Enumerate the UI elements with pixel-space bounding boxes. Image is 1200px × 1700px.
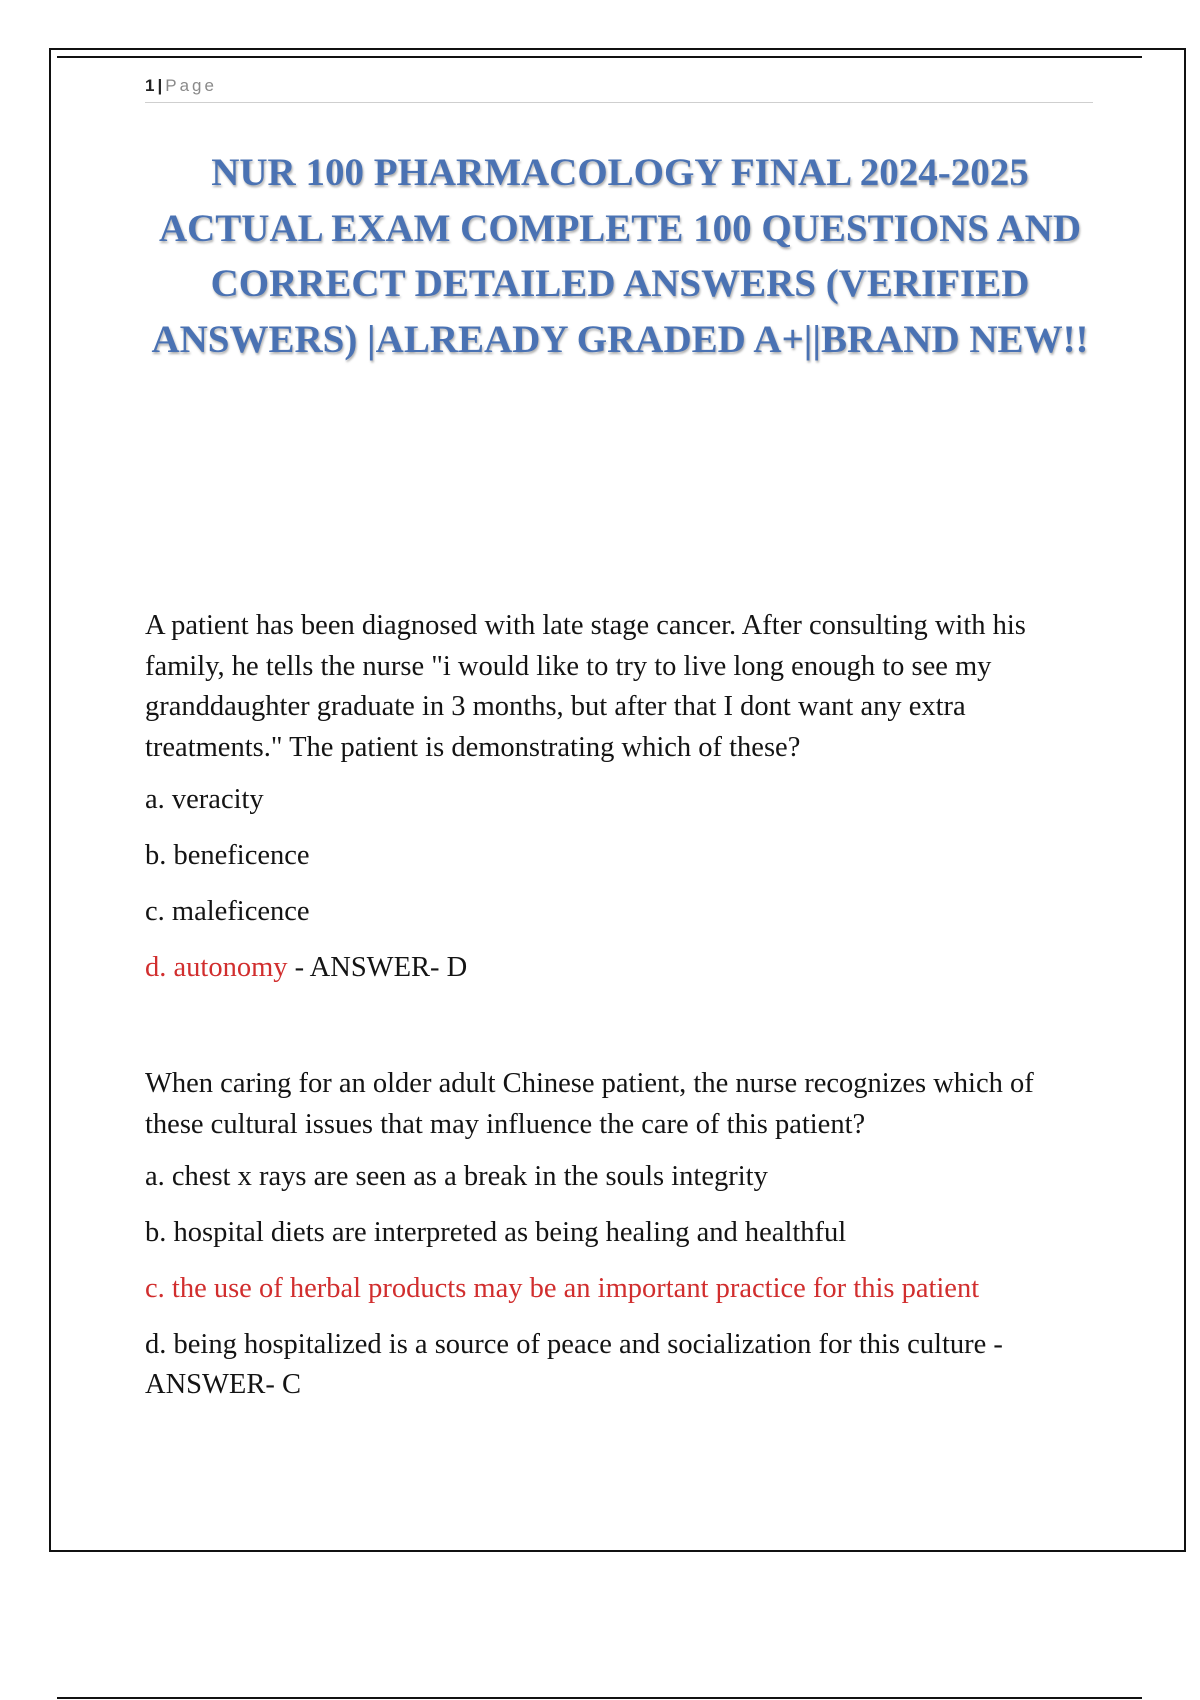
- page-header: [145, 74, 1093, 103]
- document-title: NUR 100 PHARMACOLOGY FINAL 2024-2025 ACTUAL EXAM COMPLETE 100 QUESTIONS AND CORRECT DETAILED ANSWERS (VERIFIED ANSWERS) |ALREADY GRADED A+||BRAND NEW!!: [151, 151, 1089, 361]
- page-number: 1: [145, 76, 155, 95]
- bottom-rule: [57, 1697, 1142, 1699]
- option-d-row: [145, 1325, 1095, 1405]
- page-label: Page: [165, 76, 217, 95]
- question-stem: When caring for an older adult Chinese patient, the nurse recognizes which of these cultural issues that may influence the care of this patient?: [145, 1068, 1034, 1140]
- question-block-1: [145, 606, 1095, 1004]
- correct-option: c. the use of herbal products may be an important practice for this patient: [145, 1273, 980, 1304]
- option-b: b. beneficence: [145, 840, 310, 871]
- option-c: c. maleficence: [145, 896, 310, 927]
- option-d-row: [145, 948, 1095, 988]
- question-stem: A patient has been diagnosed with late stage cancer. After consulting with his family, he tells the nurse "i would like to try to live long enough to see my granddaughter graduate in 3 months, but after that I dont want any extra treatments." The patient is demonstrating which of these?: [145, 610, 1026, 763]
- top-rule: [57, 56, 1142, 58]
- correct-option: d. autonomy: [145, 952, 288, 983]
- option-a: a. chest x rays are seen as a break in the souls integrity: [145, 1161, 768, 1192]
- option-d: d. being hospitalized is a source of peace and socialization for this culture: [145, 1329, 987, 1360]
- option-b: b. hospital diets are interpreted as being healing and healthful: [145, 1217, 847, 1248]
- answer-key: - ANSWER- D: [287, 952, 468, 983]
- page-separator: |: [157, 76, 163, 95]
- option-a: a. veracity: [145, 784, 264, 815]
- question-block-2: [145, 1064, 1095, 1421]
- answer-key: - ANSWER- C: [145, 1329, 1003, 1400]
